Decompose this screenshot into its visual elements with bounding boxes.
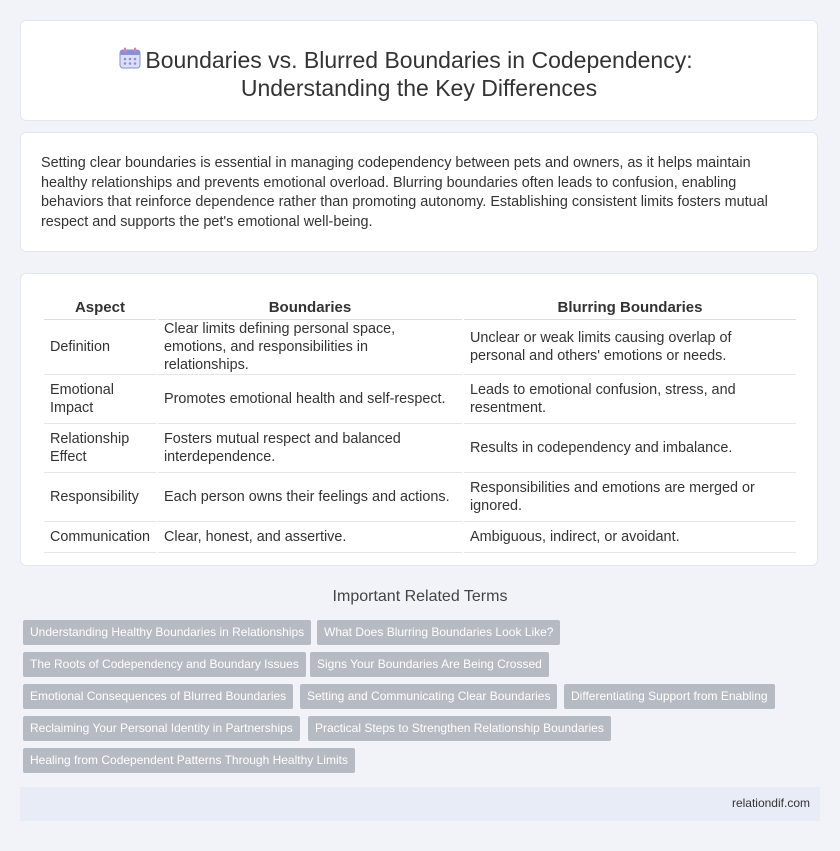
related-tag[interactable]: Reclaiming Your Personal Identity in Partnerships	[23, 716, 300, 741]
header-aspect: Aspect	[44, 295, 156, 320]
header-boundaries: Boundaries	[158, 295, 462, 320]
related-tag[interactable]: The Roots of Codependency and Boundary Issues	[23, 652, 306, 677]
row-blurring: Results in codependency and imbalance.	[464, 424, 796, 473]
page-title	[145, 46, 692, 102]
comparison-table	[42, 295, 798, 553]
table-row	[44, 473, 796, 522]
comparison-card	[20, 273, 818, 566]
related-tag[interactable]: Healing from Codependent Patterns Through Healthy Limits	[23, 748, 355, 773]
related-tag[interactable]: Signs Your Boundaries Are Being Crossed	[310, 652, 549, 677]
row-aspect: Relationship Effect	[44, 424, 156, 473]
row-boundaries: Clear limits defining personal space, emotions, and responsibilities in relationships.	[158, 320, 462, 375]
footer-site[interactable]: relationdif.com	[731, 796, 810, 810]
title-line-1: Boundaries vs. Blurred Boundaries in Codependency:	[145, 47, 693, 73]
related-tag[interactable]: Differentiating Support from Enabling	[564, 684, 775, 709]
related-tag[interactable]: Setting and Communicating Clear Boundaries	[300, 684, 557, 709]
row-aspect: Responsibility	[44, 473, 156, 522]
row-aspect: Definition	[44, 320, 156, 375]
row-aspect: Emotional Impact	[44, 375, 156, 424]
title-line-2: Understanding the Key Differences	[240, 75, 598, 101]
related-tag[interactable]: Understanding Healthy Boundaries in Relationships	[23, 620, 311, 645]
related-terms-title: Important Related Terms	[332, 588, 508, 605]
row-blurring: Unclear or weak limits causing overlap of personal and others' emotions or needs.	[464, 320, 796, 375]
row-boundaries: Promotes emotional health and self-respect.	[158, 375, 462, 424]
table-row	[44, 375, 796, 424]
table-row	[44, 522, 796, 553]
row-blurring: Responsibilities and emotions are merged or ignored.	[464, 473, 796, 522]
related-tag[interactable]: Emotional Consequences of Blurred Boundaries	[23, 684, 293, 709]
intro-card	[20, 132, 818, 252]
row-boundaries: Each person owns their feelings and actions.	[158, 473, 462, 522]
row-aspect: Communication	[44, 522, 156, 553]
related-tag[interactable]: What Does Blurring Boundaries Look Like?	[317, 620, 560, 645]
row-boundaries: Clear, honest, and assertive.	[158, 522, 462, 553]
table-row	[44, 320, 796, 375]
header-blurring-boundaries: Blurring Boundaries	[464, 295, 796, 320]
header-card	[20, 20, 818, 121]
row-blurring: Ambiguous, indirect, or avoidant.	[464, 522, 796, 553]
intro-text: Setting clear boundaries is essential in managing codependency between pets and owners, as it helps maintain healthy relationships and prevents emotional overload. Blurring boundaries often leads to confusion, enabling behaviors that reinforce dependence rather than promoting autonomy. Establishing consistent limits fosters mutual respect and supports the pet's emotional well-being.	[41, 155, 768, 230]
row-boundaries: Fosters mutual respect and balanced interdependence.	[158, 424, 462, 473]
table-row	[44, 424, 796, 473]
footer	[20, 787, 820, 821]
related-tag[interactable]: Practical Steps to Strengthen Relationship Boundaries	[308, 716, 611, 741]
row-blurring: Leads to emotional confusion, stress, and resentment.	[464, 375, 796, 424]
